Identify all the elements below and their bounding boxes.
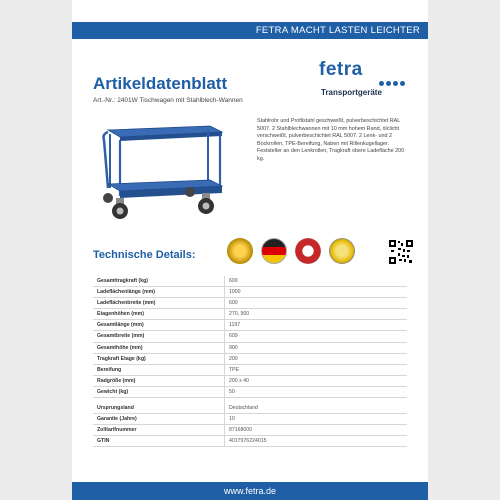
spec-value: 10: [229, 416, 235, 423]
quality-badge-icon: [227, 238, 253, 264]
spec-label: Ursprungsland: [97, 405, 134, 412]
page-title: Artikeldatenblatt: [93, 74, 228, 93]
website-link[interactable]: www.fetra.de: [223, 486, 277, 496]
spec-value: 200: [229, 355, 238, 362]
table-row: [93, 343, 407, 354]
table-row: [93, 425, 407, 436]
spec-value: 50: [229, 388, 235, 395]
table-row: [93, 309, 407, 320]
table-row: [93, 298, 407, 309]
table-row: [93, 354, 407, 365]
table-row: [93, 436, 407, 447]
spec-value: 600: [229, 300, 238, 307]
slogan: FETRA MACHT LASTEN LEICHTER: [255, 25, 420, 36]
spec-label: Garantie (Jahre): [97, 416, 137, 423]
ral-color-badge-icon: [329, 238, 355, 264]
certification-badges: [227, 236, 362, 266]
spec-label: Ladeflächenbreite (mm): [97, 300, 156, 307]
spec-value: 87168000: [229, 427, 253, 434]
spec-label: Gesamthöhe (mm): [97, 344, 143, 351]
spec-label: Gesamtbreite (mm): [97, 333, 145, 340]
datasheet-page: [72, 0, 428, 500]
fetra-logo: [319, 59, 411, 103]
spec-label: Gewicht (kg): [97, 388, 129, 395]
logo-brand: fetra: [319, 59, 363, 80]
spec-label: Gesamtlänge (mm): [97, 322, 144, 329]
spec-label: Radgröße (mm): [97, 377, 136, 384]
made-in-germany-badge-icon: [261, 238, 287, 264]
logo-dots-icon: [379, 73, 411, 81]
section-title-technical: Technische Details:: [93, 249, 196, 261]
table-row: [93, 331, 407, 342]
product-description: Stahlrohr und Profilstahl geschweißt, pulverbeschichtet RAL 5007. 2 Stahlblechwannen mit 10 mm hohem Rand, ölclicht verschweißt, pulverbeschichtet RAL 5007. 2 Lenk- und 2 Bockrollen, TPE-Bereifung, Naben mit Rillenkugellager. Feststeller an den Lenkrollen, Tragkraft obere Ladefläche 200 kg.: [257, 118, 405, 162]
table-row: [93, 387, 407, 398]
logo-tagline: Transportgeräte: [321, 88, 382, 97]
table-row: [93, 414, 407, 425]
article-number: Art.-Nr.: 2401W Tischwagen mit Stahlblech-Wannen: [93, 97, 243, 104]
table-row: [93, 287, 407, 298]
spec-value: Deutschland: [229, 405, 258, 412]
spec-value: 270, 900: [229, 311, 250, 318]
spec-label: Zolltarifnummer: [97, 427, 137, 434]
spec-label: Gesamttragkraft (kg): [97, 278, 149, 284]
table-row: [93, 365, 407, 376]
table-row: [93, 403, 407, 414]
spec-value: 4017976224015: [229, 438, 267, 445]
spec-label: Tragkraft Etage (kg): [97, 355, 146, 362]
spec-label: Etagenhöhen (mm): [97, 311, 144, 318]
spec-value: 900: [229, 344, 238, 351]
spec-value: 1000: [229, 289, 241, 296]
table-row: [93, 320, 407, 331]
bottom-banner: [72, 482, 428, 500]
spec-label: GTIN: [97, 438, 110, 445]
spec-value: 609: [229, 333, 238, 340]
spec-value: TPE: [229, 366, 240, 373]
spec-table: [93, 276, 407, 447]
table-row: [93, 376, 407, 387]
spec-value: 200 x 40: [229, 377, 249, 384]
product-image-cart: [98, 118, 243, 226]
qr-code-icon: [389, 240, 413, 264]
warranty-badge-icon: [295, 238, 321, 264]
table-row: [93, 276, 407, 287]
spec-label: Bereifung: [97, 366, 122, 373]
top-banner: [72, 22, 428, 39]
spec-value: 600: [229, 278, 238, 284]
spec-label: Ladeflächenlänge (mm): [97, 289, 155, 296]
spec-value: 1197: [229, 322, 241, 329]
